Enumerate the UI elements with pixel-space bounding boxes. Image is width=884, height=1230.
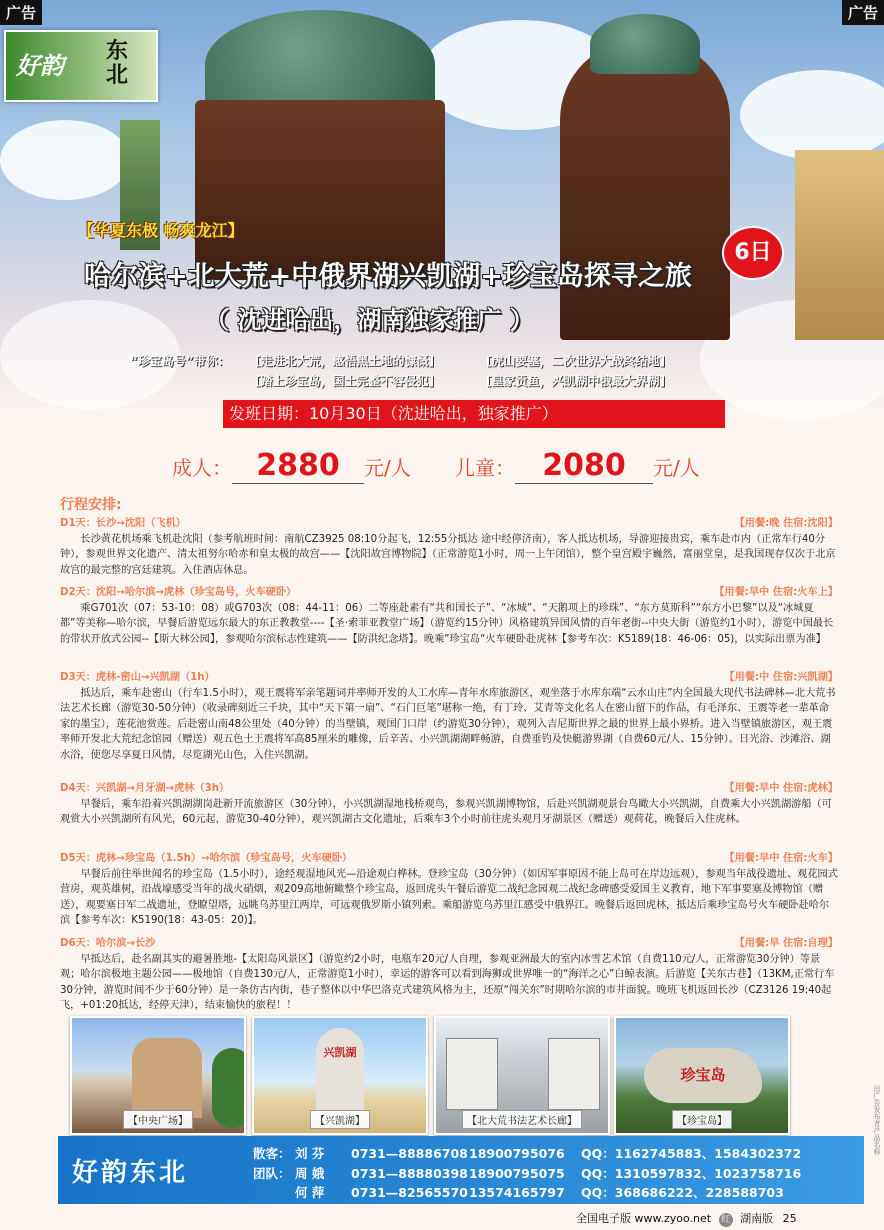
departure-date: 发班日期：10月30日（沈进哈出，独家推广） — [223, 400, 725, 428]
wall-shape — [446, 1038, 498, 1110]
day-meal: 【用餐:早中 住宿:火车上】 — [714, 587, 838, 598]
day-meal: 【用餐:早中 住宿:火车】 — [724, 853, 838, 864]
contact-row — [253, 1183, 784, 1201]
ad-label-right: 广告 — [842, 0, 884, 25]
day-meal: 【用餐:中 住宿:兴凯湖】 — [724, 672, 838, 683]
day-text: 早餐后，乘车沿着兴凯湖湖岗赴新开流旅游区（30分钟），小兴凯湖湿地栈桥观鸟，参观兴凯湖博物馆，后赴兴凯湖观景台鸟瞰大小兴凯湖，自费乘大小兴凯湖游船（可观赏大小兴凯湖所有风光，60元起，游览30-40分钟），观兴凯湖古文化遗址，后乘车3个小时前往虎头观月牙湖景区（赠送）观荷花，晚餐后入住虎林。 — [60, 798, 832, 826]
photo-xingkai-lake — [252, 1016, 428, 1135]
photo-caption: 【中央广场】 — [123, 1110, 193, 1129]
page-number: 25 — [782, 1212, 797, 1225]
tree-shape — [212, 1048, 246, 1128]
building-shape — [132, 1038, 202, 1118]
page-title: 哈尔滨+北大荒+中俄界湖兴凯湖+珍宝岛探寻之旅 — [84, 261, 692, 292]
day-text: 抵达后，乘车赴密山（行车1.5小时），观王震将军亲笔题词并率师开发的人工水库—青年水库旅游区，观坐落于水库东端“云水山庄”内全国最大现代书法碑林—北大荒书法艺术长廊（游览30-50分钟）（收录碑刻近三千块，其中“天下第一扇”、“石门巨笔”堪称一绝，有丁玲、艾青等文化名人在密山留下的作品，有毛泽东、王震等老一辈革命家的墨宝），莲花池赏莲。后赴密山南48公里处（40分钟）的当壁镇，观国门口岸（约游览30分钟），观列入吉尼斯世界之最的世界上最小界桥。进入当壁镇旅游区，观王震率师开发北大荒纪念馆园（赠送）观五色土王震将军高85厘米的雕像，后辛苦、小兴凯湖湖畔畅游，自费垂钓及快艇游界湖（自费60元/人、15分钟）。日光浴、沙滩浴、湖水浴，使您尽享夏日风情，尽览湖光山色，入住兴凯湖。 — [60, 687, 836, 761]
day-text: 早抵达后，赴名副其实的避暑胜地-【太阳岛风景区】（游览约2小时，电瓶车20元/人自理，参观亚洲最大的室内冰雪艺术馆（自费110元/人，正常游览30分钟）等景观；哈尔滨极地主题公园——极地馆（自费130元/人，正常游览1小时），幸运的游客可以看到海狮或世界唯一的“海洋之心”白鲸表演。后游览【关东古巷】（13KM,正常行车30分钟，游览时间不少于60分钟）是一条仿古内街，巷子整体以中华巴洛克式建筑风格为主，还原“闯关东”时期哈尔滨的市井面貌。晚班飞机返回长沙（CZ3126 19:40起飞，+01:20抵达，经停天津），结束愉快的旅程！！ — [60, 953, 835, 1012]
photo-caption: 【珍宝岛】 — [672, 1110, 732, 1129]
day-text: 早餐后前往举世闻名的珍宝岛（1.5小时），途经观湿地风光—沿途观白桦林。登珍宝岛（30分钟）（如因军事原因不能上岛可在岸边远观），参观当年战役遗址、观花园式营房，观英雄树，沿战壕感受当年的战火硝烟，观209高地俯瞰整个珍宝岛，返回虎头午餐后游览二战纪念园观二战纪念碑感受爱国主义教育，地下军事要塞及博物馆（赠送），观要塞日军二战遗址，登瞭望塔，远眺乌苏里江两岸，可远观俄罗斯小镇列索。乘船游览乌苏里江感受中俄界江。晚餐后返回虎林，抵达后乘珍宝岛号火车硬卧赴哈尔滨【参考车次：K5190(18：43-05：20)】。 — [60, 868, 838, 927]
day-text: 长沙黄花机场乘飞机赴沈阳（参考航班时间：南航CZ3925 08:10分起飞，12:55分抵达 途中经停济南），客人抵达机场，导游迎接贵宾，乘车赴市内（正常车行40分钟），参观世界文化遗产、清太祖努尔哈赤和皇太极的故宫——【沈阳故宫博物院】（正常游览1小时，周一上午闭馆），整个皇宫殿宇巍然，富丽堂皇，是我国现存仅次于北京故宫的最完整的宫廷建筑。入住酒店休息。 — [60, 533, 836, 576]
page-footer — [576, 1210, 797, 1227]
day-block — [60, 781, 838, 828]
contact-qq: QQ：368686222、228588703 — [581, 1185, 784, 1200]
days-badge: 6日 — [722, 226, 784, 280]
cloud — [0, 120, 130, 200]
photo-zhenbao-island — [614, 1016, 790, 1135]
photo-central-street — [70, 1016, 246, 1135]
footer-brand: 好韵东北 — [72, 1158, 189, 1188]
child-price-value: 2080 — [515, 448, 653, 484]
adult-price-value: 2880 — [232, 448, 364, 484]
contact-phone: 0731—88886708 — [351, 1146, 468, 1161]
region-text: 湖南版 — [740, 1212, 774, 1225]
day-head: D6天：哈尔滨→长沙 — [60, 938, 156, 949]
logo-text-left: 好韵 — [16, 52, 64, 80]
edition-mark-icon: 红 — [719, 1213, 733, 1227]
contact-mobile: 13574165797 — [469, 1185, 565, 1200]
wall-shape — [548, 1038, 600, 1110]
child-price — [455, 448, 700, 484]
day-head: D5天：虎林→珍宝岛（1.5h）→哈尔滨（珍宝岛号，火车硬卧） — [60, 853, 353, 864]
day-head: D2天：沈阳→哈尔滨→虎林（珍宝岛号，火车硬卧） — [60, 587, 297, 598]
contact-role: 散客： — [253, 1146, 291, 1161]
photo-calligraphy-corridor — [434, 1016, 610, 1135]
ad-label-left: 广告 — [0, 0, 42, 25]
day-meal: 【用餐:晚 住宿:沈阳】 — [734, 518, 838, 529]
day-block — [60, 851, 838, 929]
brand-logo — [4, 30, 158, 102]
day-block — [60, 670, 838, 764]
contact-qq: QQ：1310597832、1023758716 — [581, 1166, 802, 1181]
cloud — [740, 70, 884, 160]
day-head: D3天：虎林-密山→兴凯湖（1h） — [60, 672, 215, 683]
side-building — [795, 150, 884, 340]
day-block — [60, 516, 838, 578]
child-unit: 元/人 — [653, 456, 700, 480]
contact-name: 何 萍 — [295, 1185, 325, 1200]
child-label: 儿童： — [455, 456, 515, 480]
contact-row — [253, 1164, 801, 1182]
adult-price — [172, 448, 411, 484]
fish-sculpture: 兴凯湖 — [316, 1028, 364, 1118]
contact-qq: QQ：1162745883、1584302372 — [581, 1146, 802, 1161]
logo-text-right: 东北 — [106, 39, 129, 88]
guide-item: [走进北大荒，感悟黑土地的慷慨] — [255, 354, 434, 368]
adult-label: 成人： — [172, 456, 232, 480]
guide-item: [虎山要塞，二次世界大战终结地] — [486, 354, 665, 368]
guide-item: [皇家贡鱼，兴凯湖中俄最大界湖] — [486, 374, 665, 388]
page-subtitle: （ 沈进哈出，湖南独家推广 ） — [205, 305, 534, 334]
contact-phone: 0731—82565570 — [351, 1185, 468, 1200]
guide-item: [踏上珍宝岛，国土完整不容侵犯] — [255, 374, 434, 388]
schedule-title: 行程安排: — [60, 497, 122, 513]
stone-marker: 珍宝岛 — [644, 1048, 762, 1103]
day-head: D1天：长沙→沈阳（飞机） — [60, 518, 186, 529]
contact-name: 刘 芬 — [295, 1146, 325, 1161]
cathedral-tower — [560, 40, 730, 340]
day-text: 乘G701次（07：53-10：08）或G703次（08：44-11：06）二等座赴素有“共和国长子”、“冰城”、“天鹅项上的珍珠”、“东方莫斯科”“东方小巴黎”以及“冰城夏都”等美称—哈尔滨，早餐后游览远东最大的东正教教堂----【圣·索菲亚教堂广场】（游览约15分钟）风格建筑异国风情的百年老街--中央大街（游览约1小时），游览中国最长的带状开放式公园--【斯大林公园】，参观哈尔滨标志性建筑——【防洪纪念塔】。晚乘”珍宝岛“火车硬卧赴虎林【参考车次：K5189(18：46-06：05)，以实际出票为准】 — [60, 602, 834, 645]
photo-caption: 【北大荒书法艺术长廊】 — [462, 1110, 582, 1129]
day-block — [60, 936, 838, 1014]
contact-footer — [58, 1136, 864, 1204]
contact-row — [253, 1144, 801, 1162]
contact-mobile: 18900795075 — [469, 1166, 565, 1181]
contact-role: 团队： — [253, 1166, 291, 1181]
tower-dome — [590, 14, 700, 74]
tagline: 【华夏东极 畅爽龙江】 — [78, 221, 244, 240]
day-meal: 【用餐:早中 住宿:虎林】 — [724, 783, 838, 794]
contact-mobile: 18900795076 — [469, 1146, 565, 1161]
day-head: D4天：兴凯湖→月牙湖→虎林（3h） — [60, 783, 230, 794]
edition-text: 全国电子版 www.zyoo.net — [576, 1212, 712, 1225]
photo-caption: 【兴凯湖】 — [310, 1110, 370, 1129]
day-meal: 【用餐:早 住宿:自理】 — [734, 938, 838, 949]
adult-unit: 元/人 — [364, 456, 411, 480]
day-block — [60, 585, 838, 647]
cathedral-drum — [195, 100, 445, 280]
side-note: 出广告发布者产品名称 — [873, 1085, 881, 1155]
guide-lead: “珍宝岛号”带你： — [130, 354, 230, 368]
contact-name: 周 娥 — [295, 1166, 325, 1181]
contact-phone: 0731—88880398 — [351, 1166, 468, 1181]
